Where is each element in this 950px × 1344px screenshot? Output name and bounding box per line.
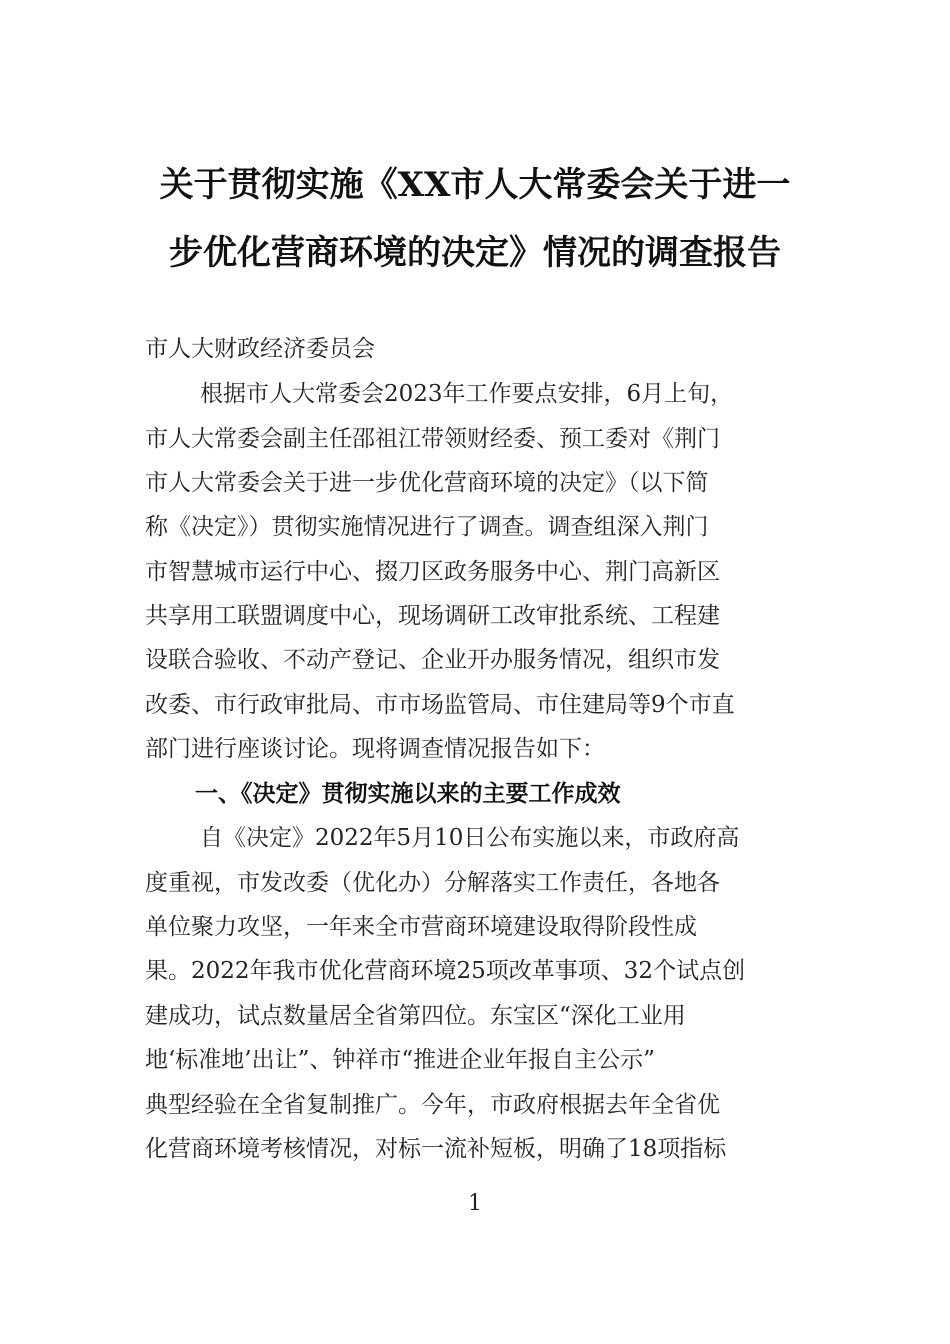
paragraph2-line-6: 地‘标准地’出让”、钟祥市“推进企业年报自主公示” [145,1047,655,1073]
paragraph2-line-3: 单位聚力攻坚，一年来全市营商环境建设取得阶段性成 [145,914,697,940]
title-line-1: 关于贯彻实施《XX市人大常委会关于进一 [159,165,791,205]
paragraph1-line-9: 部门进行座谈讨论。现将调查情况报告如下： [145,736,605,762]
title-line-2: 步优化营商环境的决定》情况的调查报告 [169,233,781,273]
paragraph1-line-2: 市人大常委会副主任邵祖江带领财经委、预工委对《荆门 [145,426,720,452]
paragraph2-line-1: 自《决定》2022年5月10日公布实施以来，市政府高 [200,825,740,851]
paragraph2-line-5: 建成功，试点数量居全省第四位。东宝区“深化工业用 [145,1003,686,1029]
paragraph1-line-3: 市人大常委会关于进一步优化营商环境的决定》（以下简 [145,470,709,496]
paragraph2-line-4: 果。2022年我市优化营商环境25项改革事项、32个试点创 [145,958,746,984]
paragraph1-line-1: 根据市人大常委会2023年工作要点安排，6月上旬， [200,381,734,407]
paragraph1-line-8: 改委、市行政审批局、市市场监管局、市住建局等9个市直 [145,692,735,718]
section1-heading: 一、《决定》贯彻实施以来的主要工作成效 [195,781,621,807]
author-line: 市人大财政经济委员会 [145,336,375,362]
paragraph2-line-7: 典型经验在全省复制推广。今年，市政府根据去年全省优 [145,1092,720,1118]
page-number: 1 [468,1191,482,1216]
paragraph2-line-2: 度重视，市发改委（优化办）分解落实工作责任，各地各 [145,870,720,896]
paragraph1-line-7: 设联合验收、不动产登记、企业开办服务情况，组织市发 [145,647,720,673]
paragraph1-line-6: 共享用工联盟调度中心，现场调研工改审批系统、工程建 [145,603,720,629]
paragraph1-line-5: 市智慧城市运行中心、掇刀区政务服务中心、荆门高新区 [145,559,720,585]
paragraph2-line-8: 化营商环境考核情况，对标一流补短板，明确了18项指标 [145,1136,727,1162]
paragraph1-line-4: 称《决定》）贯彻实施情况进行了调查。调查组深入荆门 [145,514,709,540]
